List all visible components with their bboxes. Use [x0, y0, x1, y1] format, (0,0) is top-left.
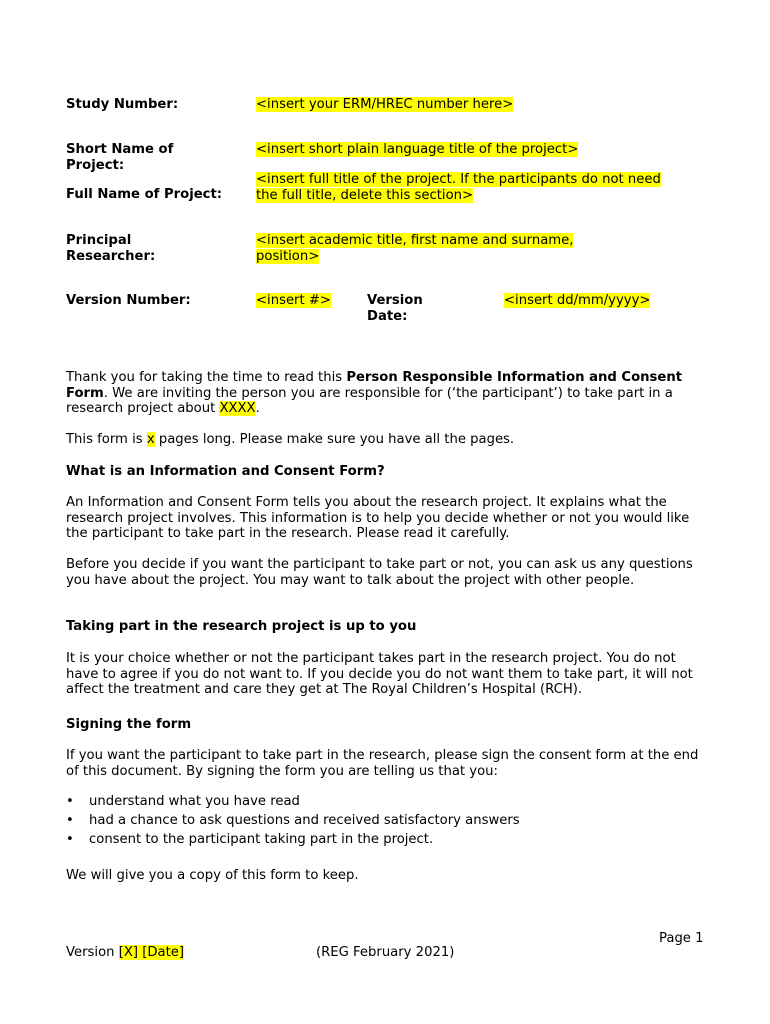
list-item: • consent to the participant taking part in the project.	[66, 832, 706, 851]
taking-part-paragraph: It is your choice whether or not the participant takes part in the research project. You do not have to agree if you do not want to. If you decide you do not want them to take part, it will not affect the treatment and care they get at The Royal Children’s Hospital (RCH).	[66, 651, 693, 697]
footer-version: Version [X] [Date]	[66, 945, 185, 960]
short-name-value: <insert short plain language title of the project>	[256, 142, 579, 157]
what-is-paragraph-1: An Information and Consent Form tells you about the research project. It explains what the research project involves. This information is to help you decide whether or not you would like the participant to take part in the research. Please read it carefully.	[66, 495, 690, 541]
signing-heading: Signing the form	[66, 717, 192, 732]
what-is-paragraph-2: Before you decide if you want the participant to take part or not, you can ask us any questions you have about the project. You may want to talk about the project with other people.	[66, 557, 693, 588]
study-number-label: Study Number:	[66, 97, 179, 112]
full-name-value: <insert full title of the project. If the participants do not need the full title, delete this section>	[256, 172, 661, 203]
copy-paragraph: We will give you a copy of this form to keep.	[66, 868, 359, 883]
footer-reg: (REG February 2021)	[316, 945, 455, 960]
taking-part-heading: Taking part in the research project is up to you	[66, 619, 417, 634]
version-date-label: Version Date:	[367, 293, 423, 324]
study-number-value: <insert your ERM/HREC number here>	[256, 97, 514, 112]
principal-researcher-label: Principal Researcher:	[66, 233, 156, 264]
consent-bullet-list	[66, 794, 706, 851]
list-item: • had a chance to ask questions and received satisfactory answers	[66, 813, 706, 832]
principal-researcher-value: <insert academic title, first name and surname, position>	[256, 233, 574, 264]
signing-paragraph: If you want the participant to take part in the research, please sign the consent form at the end of this document. By signing the form you are telling us that you:	[66, 748, 699, 779]
page-number: Page 1	[659, 931, 704, 946]
page-count-paragraph: This form is x pages long. Please make sure you have all the pages.	[66, 432, 515, 447]
intro-paragraph: Thank you for taking the time to read this Person Responsible Information and Consent Form. We are inviting the person you are responsible for (‘the participant’) to take part in a research project about XXXX.	[66, 370, 683, 416]
short-name-label: Short Name of Project:	[66, 142, 174, 173]
full-name-label: Full Name of Project:	[66, 187, 223, 202]
version-date-value: <insert dd/mm/yyyy>	[504, 293, 651, 308]
version-number-label: Version Number:	[66, 293, 191, 308]
what-is-heading: What is an Information and Consent Form?	[66, 464, 385, 479]
version-number-value: <insert #>	[256, 293, 331, 308]
list-item: • understand what you have read	[66, 794, 706, 813]
